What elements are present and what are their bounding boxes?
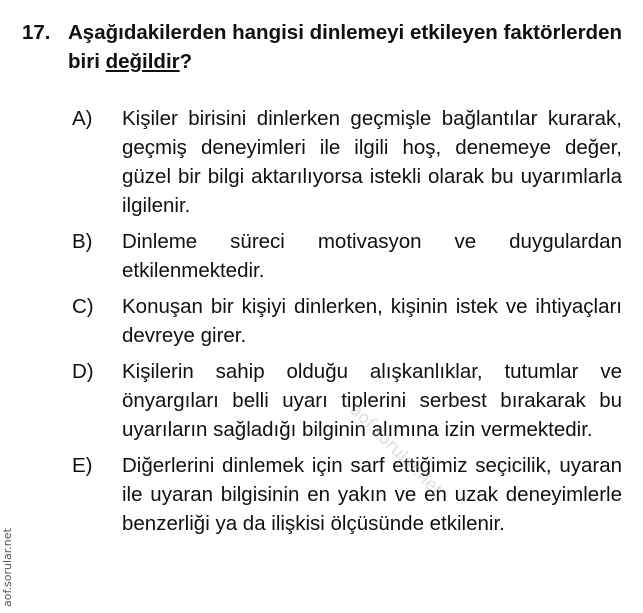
question-text-end: ?: [179, 50, 193, 73]
option-letter: E): [72, 454, 93, 477]
watermark: aof.sorular.net: [345, 400, 447, 501]
question: [22, 18, 622, 76]
option-letter: C): [72, 295, 94, 318]
side-watermark: aof.sorular.net: [1, 528, 14, 607]
question-text-underlined: değildir: [105, 50, 180, 73]
option-e[interactable]: [72, 451, 622, 538]
answer-options: [72, 104, 622, 545]
option-b[interactable]: [72, 227, 622, 285]
option-text: Kişilerin sahip olduğu alışkanlıklar, tutumlar ve önyargıları belli uyarı tiplerini serbest bırakarak bu uyarıların sağladığı bilginin alımına izin vermektedir.: [122, 360, 622, 441]
option-a[interactable]: [72, 104, 622, 220]
option-d[interactable]: [72, 357, 622, 444]
option-text: Diğerlerini dinlemek için sarf ettiğimiz seçicilik, uyaran ile uyaran bilgisinin en yakın ve en uzak deneyimlerle benzerliği ya da ilişkisi ölçüsünde etkilenir.: [122, 454, 622, 535]
option-text: Konuşan bir kişiyi dinlerken, kişinin istek ve ihtiyaçları devreye girer.: [122, 295, 622, 347]
option-letter: D): [72, 360, 94, 383]
question-header: [22, 18, 622, 76]
option-c[interactable]: [72, 292, 622, 350]
option-letter: A): [72, 107, 93, 130]
question-text: [68, 18, 622, 76]
option-text: Kişiler birisini dinlerken geçmişle bağlantılar kurarak, geçmiş deneyimleri ile ilgili hoş, denemeye değer, güzel bir bilgi aktarılıyorsa istekli olarak bu uyarımlarla ilgilenir.: [122, 107, 622, 217]
question-number: 17.: [22, 21, 51, 44]
option-text: Dinleme süreci motivasyon ve duygulardan etkilenmektedir.: [122, 230, 622, 282]
question-text-main: Aşağıdakilerden hangisi dinlemeyi etkileyen faktörlerden biri: [68, 21, 622, 73]
option-letter: B): [72, 230, 93, 253]
